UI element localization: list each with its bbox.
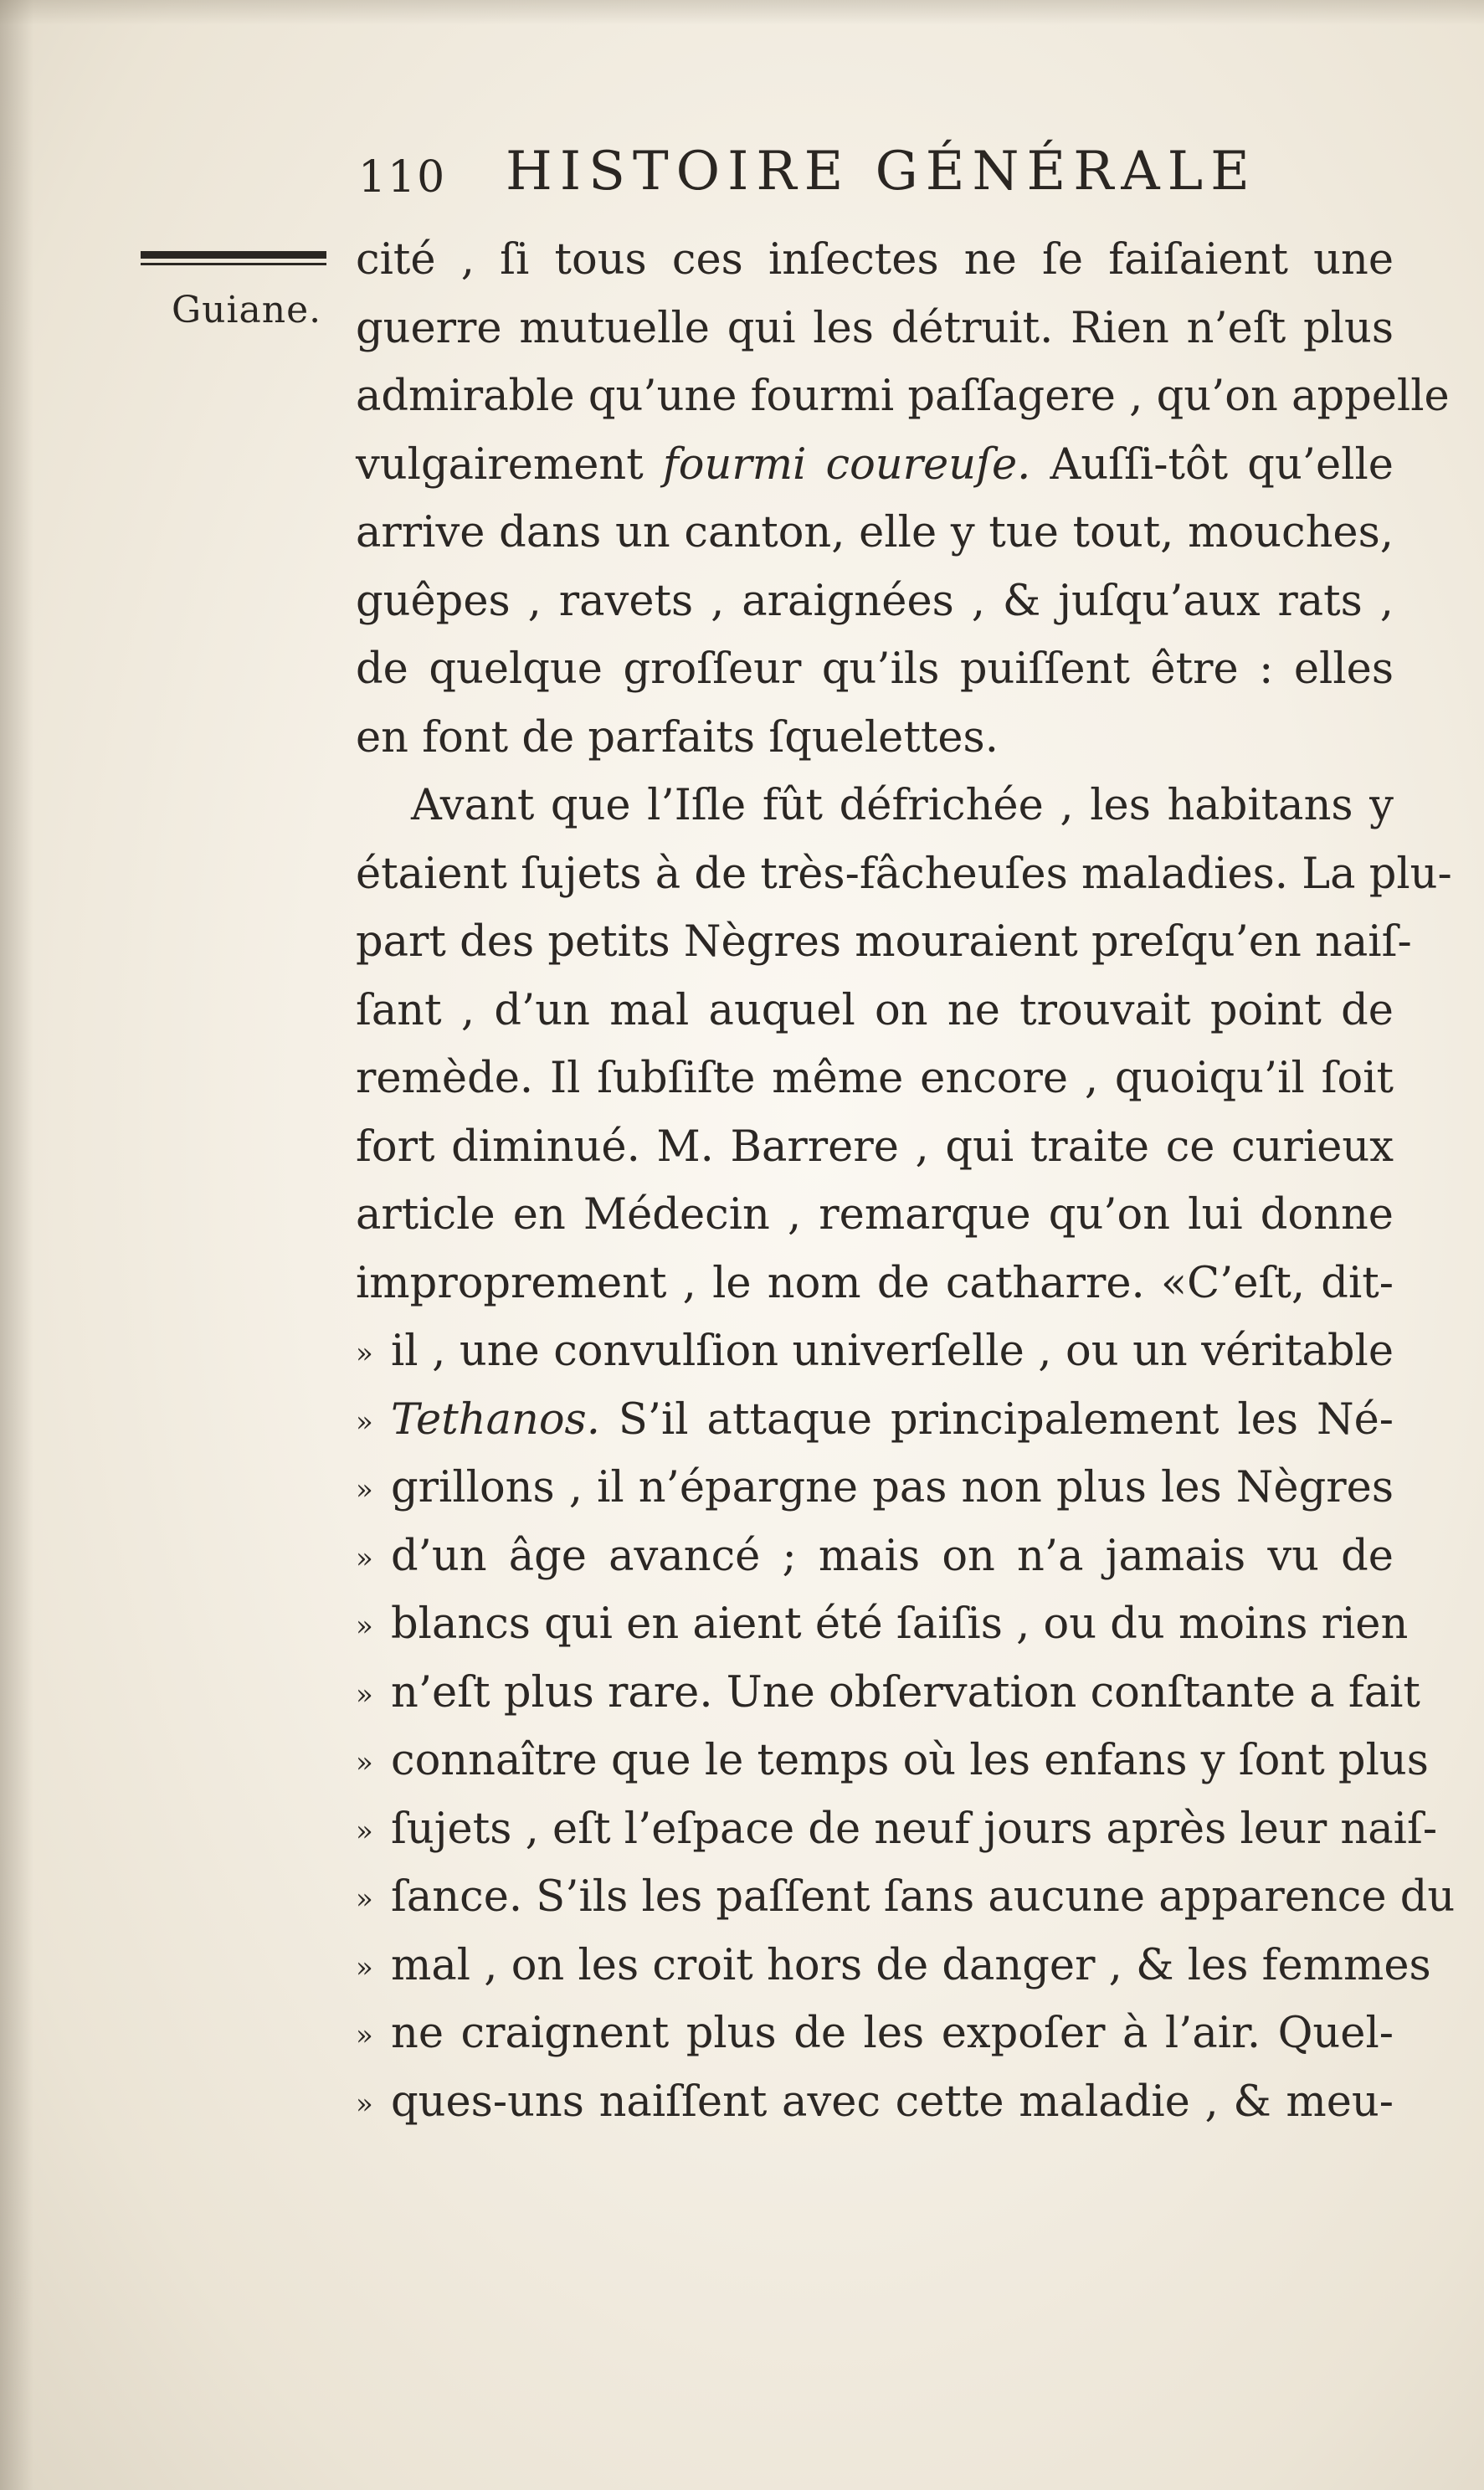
text-line: arrive dans un canton, elle y tue tout, mouches, [356, 508, 1394, 557]
text-line: article en Médecin , remarque qu’on lui donne [356, 1190, 1394, 1240]
quote-mark: » [356, 1473, 373, 1507]
margin-rule-thick [141, 251, 326, 259]
text-line: guêpes , ravets , araignées , & juſqu’aux rats , [356, 576, 1394, 626]
text-line: fort diminué. M. Barrere , qui traite ce curieux [356, 1122, 1394, 1172]
text-line: » ques-uns naiſſent avec cette maladie , & meu- [356, 2068, 1394, 2137]
text-line: étaient ſujets à de très-fâcheuſes maladies. La plu- [356, 849, 1452, 899]
text-line: » connaître que le temps où les enfans y ſont plus [356, 1727, 1394, 1795]
quote-mark: » [356, 1404, 373, 1439]
running-head [358, 141, 1396, 208]
quote-mark: » [356, 2019, 373, 2053]
text-line: de quelque groſſeur qu’ils puiſſent être : elles [356, 644, 1394, 694]
italic-term: fourmi coureuſe. [662, 439, 1031, 490]
text-line: » n’eſt plus rare. Une obſervation conſtante a fait [356, 1659, 1394, 1728]
quote-mark: » [356, 1610, 373, 1644]
text-line: » d’un âge avancé ; mais on n’a jamais vu de [356, 1522, 1394, 1591]
body-text [356, 226, 1456, 2136]
text-line: » ſance. S’ils les paſſent ſans aucune apparence du [356, 1863, 1394, 1932]
margin-note: Guiane. [172, 289, 322, 331]
page-number: 110 [358, 152, 447, 203]
text-line: vulgairement fourmi coureuſe. Auſſi-tôt qu’elle [356, 439, 1394, 490]
italic-term: Tethanos. [391, 1394, 600, 1445]
text-line: guerre mutuelle qui les détruit. Rien n’eſt plus [356, 303, 1394, 353]
page-edge-shadow [0, 0, 33, 2490]
quote-mark: » [356, 1337, 373, 1371]
quote-mark: » [356, 1746, 373, 1780]
text-line: improprement , le nom de catharre. «C’eſt, dit- [356, 1258, 1394, 1308]
margin-rule-thin [141, 263, 326, 265]
quote-mark: » [356, 1541, 373, 1575]
text-line: cité , ſi tous ces inſectes ne ſe faiſaient une [356, 235, 1394, 285]
quote-mark: » [356, 1950, 373, 1984]
text-line: en font de parfaits ſquelettes. [356, 712, 999, 762]
text-line: admirable qu’une fourmi paſſagere , qu’on appelle [356, 372, 1450, 421]
quote-mark: » [356, 2087, 373, 2121]
text-line: » mal , on les croit hors de danger , & les femmes [356, 1932, 1394, 2000]
quote-mark: » [356, 1882, 373, 1917]
text-line: part des petits Nègres mouraient preſqu’en naiſ- [356, 917, 1412, 967]
quote-mark: » [356, 1677, 373, 1712]
text-line: » Tethanos. S’il attaque principalement les Né- [356, 1386, 1394, 1455]
quote-mark: » [356, 1814, 373, 1848]
page-top-shadow [0, 0, 1484, 25]
text-line: » ne craignent plus de les expoſer à l’air. Quel- [356, 2000, 1394, 2068]
text-line: ſant , d’un mal auquel on ne trouvait point de [356, 985, 1394, 1035]
page-header-title: HISTOIRE GÉNÉRALE [506, 141, 1257, 203]
text-line: » ſujets , eſt l’eſpace de neuf jours après leur naiſ- [356, 1795, 1394, 1864]
text-line: » il , une convulſion univerſelle , ou un véritable [356, 1317, 1394, 1386]
text-line: » blancs qui en aient été ſaiſis , ou du moins rien [356, 1590, 1394, 1659]
text-line: Avant que l’Iſle fût défrichée , les habitans y [411, 781, 1394, 830]
text-line: » grillons , il n’épargne pas non plus les Nègres [356, 1454, 1394, 1522]
text-line: remède. Il ſubſiſte même encore , quoiqu’il ſoit [356, 1054, 1394, 1103]
